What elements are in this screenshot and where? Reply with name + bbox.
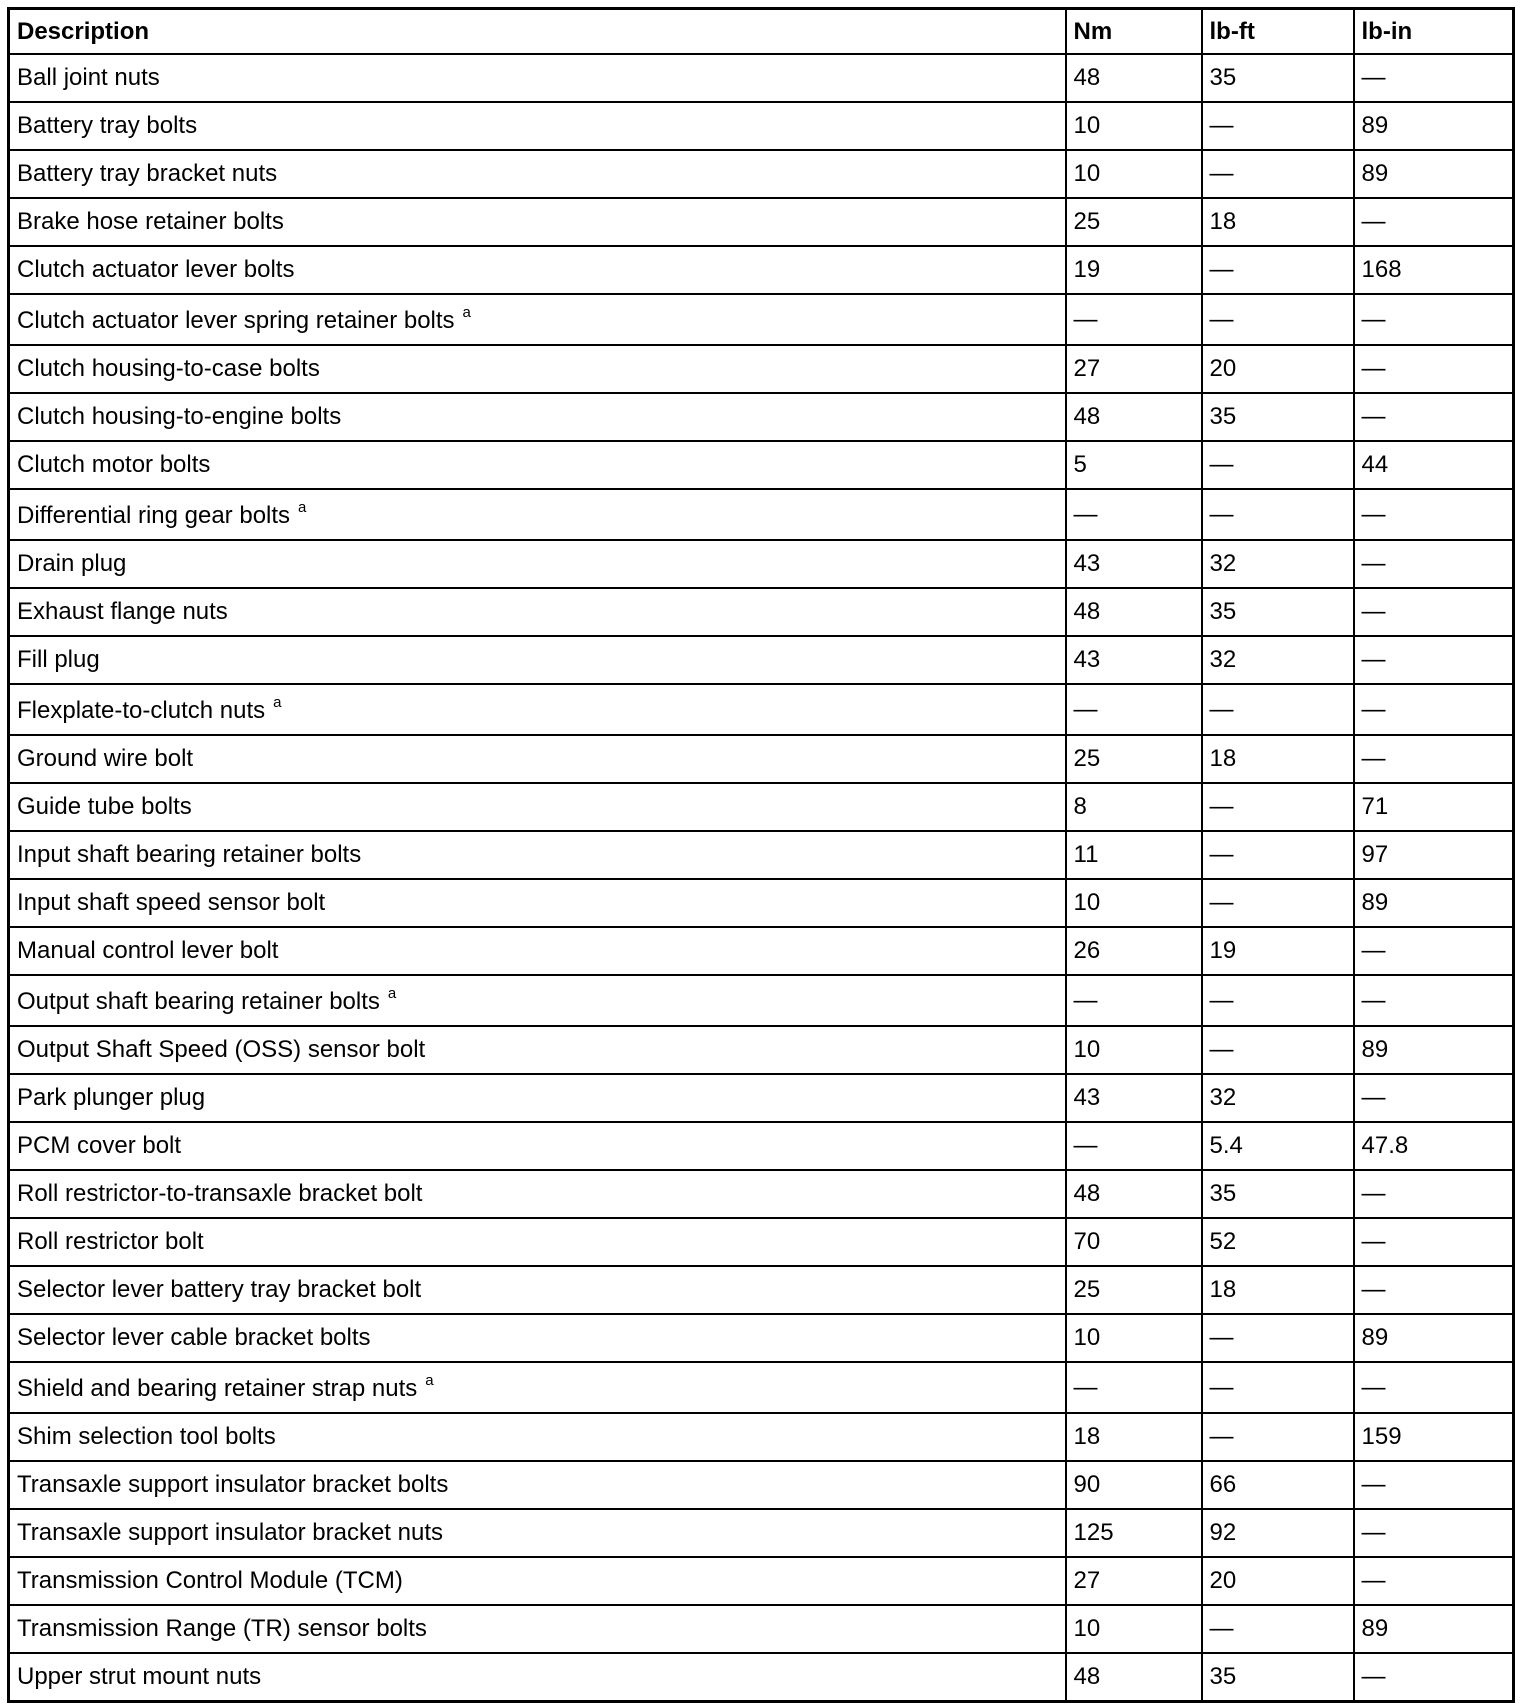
lb-in-cell: 71 (1354, 783, 1514, 831)
description-text: Transmission Range (TR) sensor bolts (17, 1615, 427, 1642)
lb-in-cell: — (1354, 294, 1514, 345)
description-text: Battery tray bolts (17, 112, 198, 139)
table-row (9, 1362, 1514, 1413)
lb-ft-cell: 18 (1202, 198, 1354, 246)
description-cell (9, 102, 1066, 150)
table-row (9, 975, 1514, 1026)
description-cell (9, 294, 1066, 345)
nm-cell: 19 (1066, 246, 1202, 294)
description-cell (9, 1170, 1066, 1218)
table-row (9, 684, 1514, 735)
description-cell (9, 345, 1066, 393)
lb-ft-cell: — (1202, 1026, 1354, 1074)
description-cell (9, 1122, 1066, 1170)
nm-cell: — (1066, 1122, 1202, 1170)
description-cell (9, 54, 1066, 102)
description-cell (9, 735, 1066, 783)
lb-in-cell: — (1354, 636, 1514, 684)
lb-ft-cell: 18 (1202, 1266, 1354, 1314)
nm-cell: — (1066, 489, 1202, 540)
table-row (9, 1026, 1514, 1074)
lb-in-cell: 89 (1354, 879, 1514, 927)
description-text: Selector lever cable bracket bolts (17, 1324, 371, 1351)
lb-ft-cell: — (1202, 1362, 1354, 1413)
footnote-marker: a (273, 694, 282, 711)
description-cell (9, 1605, 1066, 1653)
description-cell (9, 1362, 1066, 1413)
description-text: Exhaust flange nuts (17, 598, 228, 625)
description-cell (9, 1266, 1066, 1314)
lb-ft-cell: — (1202, 294, 1354, 345)
lb-ft-cell: 32 (1202, 636, 1354, 684)
table-row (9, 1509, 1514, 1557)
footnote-marker: a (462, 304, 471, 321)
description-text: Flexplate-to-clutch nuts (17, 697, 266, 724)
lb-ft-cell: 32 (1202, 540, 1354, 588)
nm-cell: 25 (1066, 1266, 1202, 1314)
lb-in-cell: — (1354, 588, 1514, 636)
lb-in-cell: 159 (1354, 1413, 1514, 1461)
footnote-marker: a (387, 985, 397, 1002)
description-text: Ground wire bolt (17, 745, 194, 772)
table-row (9, 1170, 1514, 1218)
description-text: Input shaft speed sensor bolt (17, 889, 326, 916)
lb-ft-cell: 20 (1202, 345, 1354, 393)
description-cell (9, 684, 1066, 735)
description-text: PCM cover bolt (17, 1132, 182, 1159)
description-text: Clutch actuator lever spring retainer bolts (17, 307, 455, 334)
description-cell (9, 540, 1066, 588)
description-text: Selector lever battery tray bracket bolt (17, 1276, 422, 1303)
table-row (9, 489, 1514, 540)
header-nm: Nm (1066, 9, 1202, 55)
table-row (9, 294, 1514, 345)
lb-in-cell: — (1354, 54, 1514, 102)
lb-in-cell: — (1354, 198, 1514, 246)
lb-in-cell: — (1354, 927, 1514, 975)
table-row (9, 1122, 1514, 1170)
description-cell (9, 975, 1066, 1026)
table-row (9, 1074, 1514, 1122)
description-text: Clutch actuator lever bolts (17, 256, 295, 283)
table-row (9, 1605, 1514, 1653)
table-row (9, 735, 1514, 783)
description-cell (9, 489, 1066, 540)
table-body (9, 54, 1514, 1702)
lb-ft-cell: — (1202, 1314, 1354, 1362)
nm-cell: 27 (1066, 345, 1202, 393)
description-text: Battery tray bracket nuts (17, 160, 278, 187)
header-lb-in: lb-in (1354, 9, 1514, 55)
lb-ft-cell: 35 (1202, 1653, 1354, 1702)
lb-in-cell: 47.8 (1354, 1122, 1514, 1170)
footnote-marker: a (425, 1372, 434, 1389)
description-text: Transmission Control Module (TCM) (17, 1567, 403, 1594)
table-row (9, 783, 1514, 831)
torque-specification-table (7, 7, 1515, 1703)
table-row (9, 246, 1514, 294)
lb-in-cell: — (1354, 393, 1514, 441)
lb-ft-cell: — (1202, 684, 1354, 735)
lb-in-cell: — (1354, 1266, 1514, 1314)
description-text: Upper strut mount nuts (17, 1663, 262, 1690)
nm-cell: 10 (1066, 1314, 1202, 1362)
nm-cell: 8 (1066, 783, 1202, 831)
nm-cell: — (1066, 684, 1202, 735)
nm-cell: 5 (1066, 441, 1202, 489)
nm-cell: 70 (1066, 1218, 1202, 1266)
lb-in-cell: — (1354, 1653, 1514, 1702)
description-text: Roll restrictor-to-transaxle bracket bolt (17, 1180, 423, 1207)
table-row (9, 198, 1514, 246)
lb-in-cell: — (1354, 1218, 1514, 1266)
description-text: Clutch housing-to-engine bolts (17, 403, 342, 430)
table-row (9, 540, 1514, 588)
description-cell (9, 1218, 1066, 1266)
description-cell (9, 198, 1066, 246)
table-row (9, 441, 1514, 489)
table-row (9, 150, 1514, 198)
description-cell (9, 150, 1066, 198)
nm-cell: 90 (1066, 1461, 1202, 1509)
description-cell (9, 441, 1066, 489)
lb-ft-cell: 52 (1202, 1218, 1354, 1266)
nm-cell: 11 (1066, 831, 1202, 879)
description-text: Clutch housing-to-case bolts (17, 355, 320, 382)
lb-ft-cell: — (1202, 1413, 1354, 1461)
lb-ft-cell: 5.4 (1202, 1122, 1354, 1170)
table-row (9, 345, 1514, 393)
nm-cell: 10 (1066, 879, 1202, 927)
description-text: Guide tube bolts (17, 793, 192, 820)
lb-in-cell: — (1354, 489, 1514, 540)
description-text: Input shaft bearing retainer bolts (17, 841, 362, 868)
nm-cell: — (1066, 975, 1202, 1026)
description-cell (9, 1509, 1066, 1557)
lb-in-cell: 89 (1354, 1314, 1514, 1362)
table-row (9, 1413, 1514, 1461)
lb-ft-cell: 35 (1202, 588, 1354, 636)
description-text: Brake hose retainer bolts (17, 208, 284, 235)
description-text: Manual control lever bolt (17, 937, 279, 964)
description-cell (9, 1074, 1066, 1122)
nm-cell: — (1066, 294, 1202, 345)
description-text: Ball joint nuts (17, 64, 160, 91)
nm-cell: 10 (1066, 1605, 1202, 1653)
lb-ft-cell: — (1202, 831, 1354, 879)
nm-cell: 26 (1066, 927, 1202, 975)
header-row (9, 9, 1514, 55)
lb-in-cell: — (1354, 1074, 1514, 1122)
lb-in-cell: 168 (1354, 246, 1514, 294)
footnote-marker: a (298, 499, 307, 516)
lb-in-cell: — (1354, 345, 1514, 393)
nm-cell: 48 (1066, 54, 1202, 102)
lb-ft-cell: — (1202, 1605, 1354, 1653)
table-row (9, 927, 1514, 975)
lb-ft-cell: — (1202, 489, 1354, 540)
nm-cell: 43 (1066, 1074, 1202, 1122)
table-row (9, 393, 1514, 441)
lb-in-cell: — (1354, 1170, 1514, 1218)
description-text: Shim selection tool bolts (17, 1423, 276, 1450)
table-row (9, 588, 1514, 636)
nm-cell: 48 (1066, 588, 1202, 636)
description-text: Roll restrictor bolt (17, 1228, 204, 1255)
lb-in-cell: — (1354, 1509, 1514, 1557)
lb-in-cell: — (1354, 1557, 1514, 1605)
lb-ft-cell: 35 (1202, 393, 1354, 441)
description-cell (9, 1461, 1066, 1509)
nm-cell: 10 (1066, 150, 1202, 198)
description-cell (9, 879, 1066, 927)
description-cell (9, 393, 1066, 441)
lb-in-cell: 44 (1354, 441, 1514, 489)
lb-in-cell: — (1354, 735, 1514, 783)
lb-in-cell: 89 (1354, 102, 1514, 150)
description-text: Park plunger plug (17, 1084, 206, 1111)
table-row (9, 1266, 1514, 1314)
description-text: Transaxle support insulator bracket nuts (17, 1519, 443, 1546)
nm-cell: 48 (1066, 393, 1202, 441)
nm-cell: 27 (1066, 1557, 1202, 1605)
lb-in-cell: — (1354, 1461, 1514, 1509)
table-row (9, 1653, 1514, 1702)
table-row (9, 54, 1514, 102)
description-text: Clutch motor bolts (17, 451, 211, 478)
lb-ft-cell: — (1202, 246, 1354, 294)
lb-ft-cell: 18 (1202, 735, 1354, 783)
description-cell (9, 588, 1066, 636)
description-text: Shield and bearing retainer strap nuts (17, 1375, 418, 1402)
description-cell (9, 1026, 1066, 1074)
table-row (9, 102, 1514, 150)
nm-cell: 10 (1066, 102, 1202, 150)
lb-in-cell: 97 (1354, 831, 1514, 879)
nm-cell: 48 (1066, 1653, 1202, 1702)
table-row (9, 1314, 1514, 1362)
nm-cell: 18 (1066, 1413, 1202, 1461)
lb-ft-cell: — (1202, 102, 1354, 150)
lb-in-cell: 89 (1354, 1026, 1514, 1074)
lb-in-cell: 89 (1354, 150, 1514, 198)
description-text: Fill plug (17, 646, 100, 673)
nm-cell: 25 (1066, 198, 1202, 246)
lb-ft-cell: 35 (1202, 54, 1354, 102)
table-row (9, 879, 1514, 927)
lb-ft-cell: 20 (1202, 1557, 1354, 1605)
description-text: Transaxle support insulator bracket bolts (17, 1471, 449, 1498)
lb-in-cell: — (1354, 975, 1514, 1026)
description-text: Output Shaft Speed (OSS) sensor bolt (17, 1036, 426, 1063)
nm-cell: 43 (1066, 636, 1202, 684)
lb-in-cell: — (1354, 540, 1514, 588)
description-cell (9, 831, 1066, 879)
lb-ft-cell: — (1202, 150, 1354, 198)
nm-cell: — (1066, 1362, 1202, 1413)
description-cell (9, 636, 1066, 684)
lb-ft-cell: 19 (1202, 927, 1354, 975)
description-cell (9, 1557, 1066, 1605)
table-row (9, 1557, 1514, 1605)
description-text: Output shaft bearing retainer bolts (17, 988, 380, 1015)
lb-ft-cell: 35 (1202, 1170, 1354, 1218)
nm-cell: 25 (1066, 735, 1202, 783)
description-cell (9, 1413, 1066, 1461)
nm-cell: 10 (1066, 1026, 1202, 1074)
lb-ft-cell: 66 (1202, 1461, 1354, 1509)
nm-cell: 43 (1066, 540, 1202, 588)
description-text: Differential ring gear bolts (17, 502, 291, 529)
lb-ft-cell: — (1202, 441, 1354, 489)
description-cell (9, 783, 1066, 831)
table-row (9, 1218, 1514, 1266)
lb-in-cell: — (1354, 1362, 1514, 1413)
description-cell (9, 927, 1066, 975)
lb-ft-cell: — (1202, 879, 1354, 927)
lb-ft-cell: 32 (1202, 1074, 1354, 1122)
table-row (9, 636, 1514, 684)
description-cell (9, 1653, 1066, 1702)
lb-ft-cell: — (1202, 783, 1354, 831)
description-cell (9, 1314, 1066, 1362)
header-description: Description (9, 9, 1066, 55)
description-text: Drain plug (17, 550, 127, 577)
lb-in-cell: — (1354, 684, 1514, 735)
lb-ft-cell: — (1202, 975, 1354, 1026)
lb-in-cell: 89 (1354, 1605, 1514, 1653)
description-cell (9, 246, 1066, 294)
table-row (9, 1461, 1514, 1509)
nm-cell: 48 (1066, 1170, 1202, 1218)
header-lb-ft: lb-ft (1202, 9, 1354, 55)
table-row (9, 831, 1514, 879)
lb-ft-cell: 92 (1202, 1509, 1354, 1557)
nm-cell: 125 (1066, 1509, 1202, 1557)
